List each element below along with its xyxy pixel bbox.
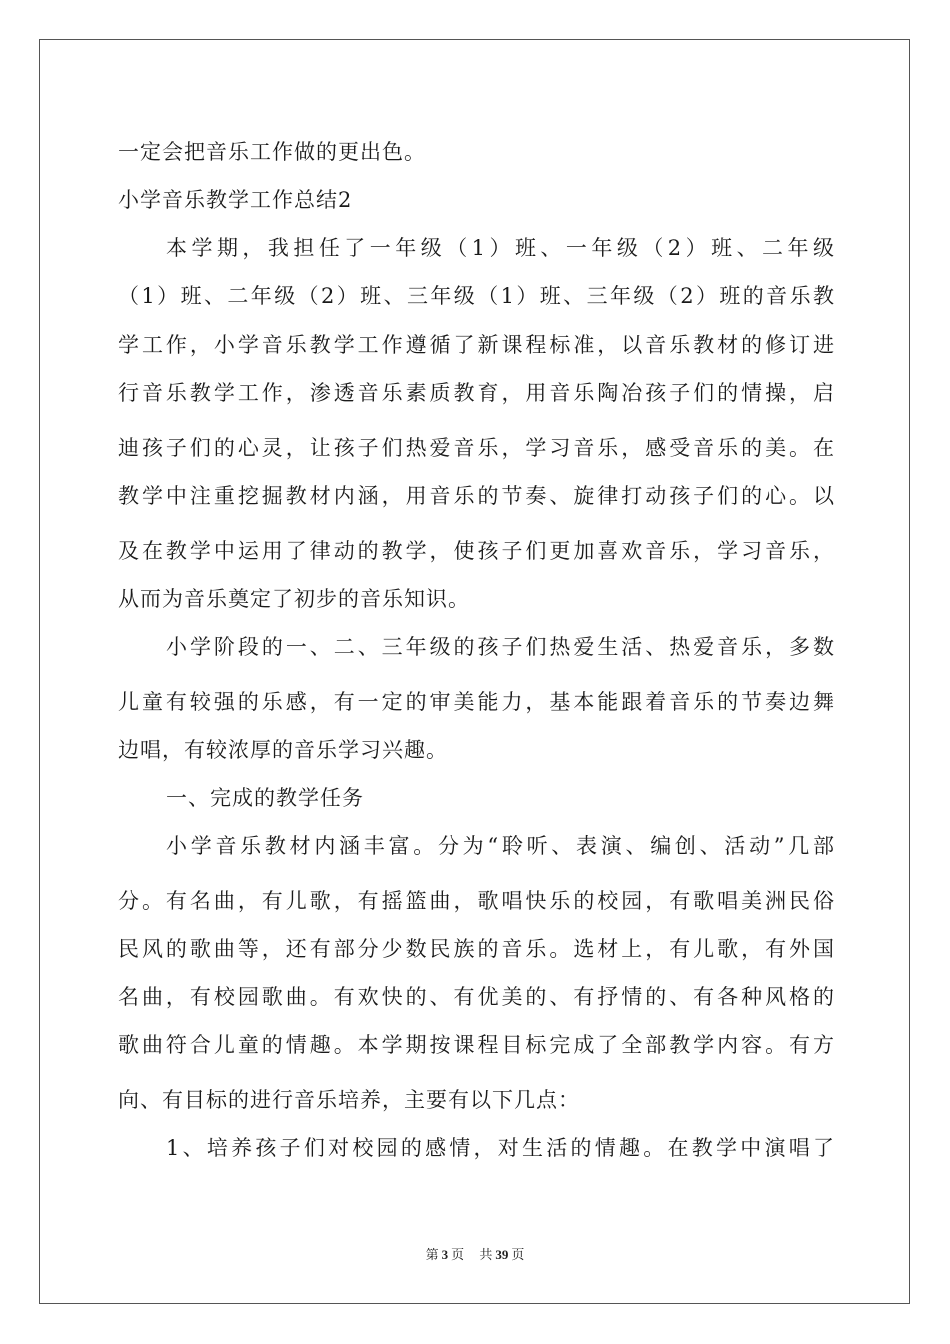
subsection-heading: 一、完成的教学任务 bbox=[166, 786, 364, 810]
text-line: 名曲，有校园歌曲。有欢快的、有优美的、有抒情的、有各种风格的 bbox=[118, 985, 834, 1009]
text-line: 分。有名曲，有儿歌，有摇篮曲，歌唱快乐的校园，有歌唱美洲民俗 bbox=[118, 889, 834, 913]
page-indicator bbox=[423, 1247, 468, 1262]
text-line: 教学中注重挖掘教材内涵，用音乐的节奏、旋律打动孩子们的心。以 bbox=[118, 484, 834, 508]
total-suffix: 页 bbox=[511, 1247, 525, 1262]
text-line: 小学阶段的一、二、三年级的孩子们热爱生活、热爱音乐，多数 bbox=[166, 635, 834, 659]
text-line: 小学音乐教材内涵丰富。分为“聆听、表演、编创、活动”几部 bbox=[166, 834, 834, 858]
page-number: 3 bbox=[441, 1247, 449, 1262]
text-line: 1、培养孩子们对校园的感情，对生活的情趣。在教学中演唱了 bbox=[166, 1136, 834, 1160]
text-line: 及在教学中运用了律动的教学，使孩子们更加喜欢音乐，学习音乐， bbox=[118, 539, 834, 563]
total-prefix: 共 bbox=[479, 1247, 493, 1262]
text-line: 一定会把音乐工作做的更出色。 bbox=[118, 140, 426, 164]
total-indicator bbox=[476, 1247, 527, 1262]
page-suffix: 页 bbox=[451, 1247, 465, 1262]
page-footer bbox=[0, 1246, 950, 1264]
text-line: 边唱，有较浓厚的音乐学习兴趣。 bbox=[118, 738, 448, 762]
text-line: 从而为音乐奠定了初步的音乐知识。 bbox=[118, 587, 470, 611]
text-line: 学工作，小学音乐教学工作遵循了新课程标准，以音乐教材的修订进 bbox=[118, 333, 834, 357]
total-pages: 39 bbox=[495, 1247, 509, 1262]
text-line: 歌曲符合儿童的情趣。本学期按课程目标完成了全部教学内容。有方 bbox=[118, 1033, 834, 1057]
text-line: （1）班、二年级（2）班、三年级（1）班、三年级（2）班的音乐教 bbox=[118, 284, 834, 308]
section-heading: 小学音乐教学工作总结2 bbox=[118, 188, 353, 212]
text-line: 儿童有较强的乐感，有一定的审美能力，基本能跟着音乐的节奏边舞 bbox=[118, 690, 834, 714]
text-line: 民风的歌曲等，还有部分少数民族的音乐。选材上，有儿歌，有外国 bbox=[118, 937, 834, 961]
text-line: 向、有目标的进行音乐培养，主要有以下几点： bbox=[118, 1088, 580, 1112]
text-line: 行音乐教学工作，渗透音乐素质教育，用音乐陶冶孩子们的情操，启 bbox=[118, 381, 834, 405]
text-line: 本学期，我担任了一年级（1）班、一年级（2）班、二年级 bbox=[166, 236, 834, 260]
page-prefix: 第 bbox=[425, 1247, 439, 1262]
text-line: 迪孩子们的心灵，让孩子们热爱音乐，学习音乐，感受音乐的美。在 bbox=[118, 436, 834, 460]
